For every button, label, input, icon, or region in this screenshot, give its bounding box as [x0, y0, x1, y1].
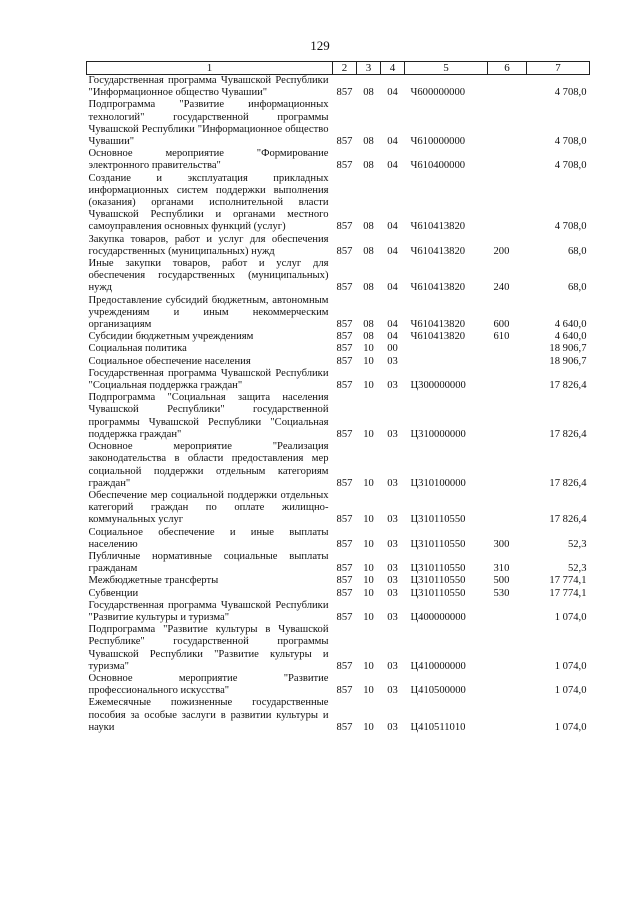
row-name: Государственная программа Чувашской Республики "Социальная поддержка граждан" — [88, 367, 329, 392]
table-row — [87, 392, 590, 441]
row-expense-type: 310 — [493, 563, 510, 575]
row-name: Межбюджетные трансферты — [88, 575, 219, 587]
row-amount: 17 774,1 — [549, 575, 587, 587]
row-amount: 1 074,0 — [527, 697, 590, 734]
row-target-article: Ц310110550 — [410, 563, 466, 575]
row-expense-type — [488, 75, 527, 100]
row-name: Подпрограмма "Развитие информационных технологий" государственной программы Чувашской Республики "Информационное общество Чувашии" — [88, 99, 329, 148]
row-expense-type — [488, 490, 527, 527]
row-name: Предоставление субсидий бюджетным, автономным учреждениям и иным некоммерческим организациям — [88, 294, 329, 331]
page-number: 129 — [310, 38, 330, 53]
row-amount: 17 826,4 — [549, 514, 587, 526]
row-section-code: 10 — [363, 355, 374, 367]
row-section-code: 10 — [363, 538, 374, 550]
row-name: Социальное обеспечение населения — [88, 355, 251, 367]
column-header: 6 — [488, 62, 527, 75]
row-subsection-code: 04 — [387, 136, 398, 148]
row-subsection-code: 03 — [387, 514, 398, 526]
row-ministry-code: 857 — [336, 87, 353, 99]
row-expense-type: 600 — [493, 319, 510, 331]
row-target-article: Ц310110550 — [410, 514, 466, 526]
row-name: Подпрограмма "Развитие культуры в Чувашской Республике" государственной программы Чувашской Республики "Развитие культуры и туризма" — [88, 624, 329, 672]
row-target-article: Ч610413820 — [410, 282, 466, 294]
row-expense-type — [488, 624, 527, 673]
row-subsection-code: 03 — [381, 697, 405, 734]
table-row — [87, 575, 590, 587]
row-ministry-code: 857 — [336, 685, 353, 697]
row-amount: 4 708,0 — [554, 160, 587, 172]
row-subsection-code: 03 — [387, 380, 398, 392]
row-section-code: 08 — [363, 245, 374, 257]
row-section-code: 10 — [357, 697, 381, 734]
budget-table — [86, 61, 590, 735]
row-target-article: Ч600000000 — [410, 87, 466, 99]
row-amount: 52,3 — [567, 563, 587, 575]
table-row — [87, 490, 590, 527]
row-amount: 4 708,0 — [554, 221, 587, 233]
row-name: Подпрограмма "Социальная защита населения Чувашской Республики" государственной программы Чувашской Республики "Социальная поддержка граждан" — [88, 392, 329, 440]
row-section-code: 10 — [363, 611, 374, 623]
row-amount: 17 774,1 — [549, 587, 587, 599]
row-section-code: 10 — [363, 685, 374, 697]
row-section-code: 10 — [363, 343, 374, 355]
row-expense-type — [488, 368, 527, 392]
row-ministry-code: 857 — [336, 514, 353, 526]
table-row — [87, 148, 590, 172]
row-amount: 52,3 — [567, 538, 587, 550]
row-expense-type: 240 — [493, 282, 510, 294]
row-subsection-code: 04 — [387, 331, 398, 343]
row-name: Государственная программа Чувашской Республики "Информационное общество Чувашии" — [88, 75, 329, 99]
row-section-code: 10 — [363, 477, 374, 489]
row-name: Иные закупки товаров, работ и услуг для обеспечения государственных (муниципальных) нужд — [88, 258, 329, 294]
table-row — [87, 673, 590, 697]
row-amount: 1 074,0 — [554, 660, 587, 672]
row-name: Обеспечение мер социальной поддержки отдельных категорий граждан по оплате жилищно-коммунальных услуг — [88, 489, 329, 526]
row-target-article: Ч610413820 — [410, 319, 466, 331]
row-section-code: 10 — [363, 563, 374, 575]
row-section-code: 08 — [363, 331, 374, 343]
row-target-article: Ц410511010 — [405, 697, 488, 734]
row-subsection-code: 03 — [387, 587, 398, 599]
row-subsection-code: 04 — [387, 221, 398, 233]
row-section-code: 10 — [363, 380, 374, 392]
row-amount: 68,0 — [567, 245, 587, 257]
row-amount: 18 906,7 — [549, 343, 587, 355]
row-subsection-code: 04 — [387, 245, 398, 257]
row-ministry-code: 857 — [336, 428, 353, 440]
row-subsection-code: 03 — [387, 428, 398, 440]
row-target-article: Ц310100000 — [410, 477, 466, 489]
table-row — [87, 624, 590, 673]
row-target-article: Ч610000000 — [410, 136, 466, 148]
row-expense-type: 200 — [493, 245, 510, 257]
row-ministry-code: 857 — [336, 331, 353, 343]
row-target-article: Ц300000000 — [410, 380, 466, 392]
row-name: Публичные нормативные социальные выплаты гражданам — [88, 550, 329, 575]
row-subsection-code: 03 — [387, 575, 398, 587]
row-amount: 4 708,0 — [554, 136, 587, 148]
row-subsection-code: 03 — [387, 355, 398, 367]
row-target-article: Ц410000000 — [410, 660, 466, 672]
row-section-code: 08 — [363, 160, 374, 172]
row-name: Социальное обеспечение и иные выплаты населению — [88, 526, 329, 550]
row-expense-type — [488, 343, 527, 355]
row-ministry-code: 857 — [336, 136, 353, 148]
row-section-code: 08 — [363, 87, 374, 99]
row-amount: 4 640,0 — [554, 319, 587, 331]
row-amount: 68,0 — [567, 282, 587, 294]
row-ministry-code: 857 — [336, 587, 353, 599]
row-amount: 17 826,4 — [549, 477, 587, 489]
row-name: Закупка товаров, работ и услуг для обеспечения государственных (муниципальных) нужд — [88, 233, 329, 257]
row-ministry-code: 857 — [336, 538, 353, 550]
row-subsection-code: 03 — [387, 611, 398, 623]
row-amount: 1 074,0 — [554, 685, 587, 697]
row-section-code: 08 — [363, 221, 374, 233]
row-section-code: 10 — [363, 575, 374, 587]
column-header: 7 — [527, 62, 590, 75]
row-subsection-code: 04 — [387, 160, 398, 172]
table-row — [87, 75, 590, 100]
row-target-article: Ц310000000 — [410, 428, 466, 440]
table-row — [87, 527, 590, 551]
row-expense-type: 500 — [493, 575, 510, 587]
row-expense-type — [488, 600, 527, 624]
row-subsection-code: 04 — [387, 319, 398, 331]
row-ministry-code: 857 — [336, 245, 353, 257]
row-subsection-code: 03 — [387, 563, 398, 575]
row-target-article — [405, 343, 488, 355]
row-ministry-code: 857 — [336, 343, 353, 355]
row-name: Субвенции — [88, 587, 139, 599]
row-ministry-code: 857 — [336, 355, 353, 367]
table-row — [87, 600, 590, 624]
row-target-article: Ц410500000 — [410, 685, 466, 697]
row-section-code: 10 — [363, 514, 374, 526]
table-row — [87, 343, 590, 355]
row-target-article: Ч610413820 — [410, 331, 466, 343]
row-amount: 17 826,4 — [549, 380, 587, 392]
column-header: 3 — [357, 62, 381, 75]
row-section-code: 10 — [363, 587, 374, 599]
row-subsection-code: 04 — [387, 282, 398, 294]
row-target-article: Ч610413820 — [410, 221, 466, 233]
row-amount: 17 826,4 — [549, 428, 587, 440]
row-ministry-code: 857 — [336, 575, 353, 587]
row-name: Субсидии бюджетным учреждениям — [88, 331, 254, 343]
row-target-article: Ц310110550 — [410, 538, 466, 550]
row-expense-type — [488, 148, 527, 172]
table-row — [87, 234, 590, 258]
row-subsection-code: 03 — [387, 538, 398, 550]
row-ministry-code: 857 — [333, 697, 357, 734]
row-ministry-code: 857 — [336, 319, 353, 331]
row-name: Основное мероприятие "Реализация законодательства в области предоставления мер социальной поддержки отдельным категориям граждан" — [88, 441, 329, 489]
row-subsection-code: 04 — [387, 87, 398, 99]
row-name: Социальная политика — [88, 343, 187, 355]
row-amount: 4 640,0 — [554, 331, 587, 343]
row-target-article: Ц310110550 — [410, 575, 466, 587]
table-header-row — [87, 62, 590, 75]
row-subsection-code: 00 — [387, 343, 398, 355]
table-row — [87, 697, 590, 734]
row-subsection-code: 03 — [387, 477, 398, 489]
table-row — [87, 173, 590, 234]
row-expense-type — [488, 99, 527, 148]
row-ministry-code: 857 — [336, 380, 353, 392]
row-ministry-code: 857 — [336, 563, 353, 575]
row-ministry-code: 857 — [336, 611, 353, 623]
row-ministry-code: 857 — [336, 221, 353, 233]
row-section-code: 10 — [363, 428, 374, 440]
row-ministry-code: 857 — [336, 282, 353, 294]
column-header: 4 — [381, 62, 405, 75]
column-header: 5 — [405, 62, 488, 75]
row-ministry-code: 857 — [336, 660, 353, 672]
row-target-article: Ч610413820 — [410, 245, 466, 257]
row-name: Государственная программа Чувашской Республики "Развитие культуры и туризма" — [88, 599, 329, 623]
row-section-code: 10 — [363, 660, 374, 672]
row-amount: 4 708,0 — [554, 87, 587, 99]
row-expense-type: 610 — [493, 331, 510, 343]
row-subsection-code: 03 — [387, 685, 398, 697]
column-header: 1 — [87, 62, 333, 75]
row-target-article: Ц400000000 — [410, 611, 466, 623]
row-name: Создание и эксплуатация прикладных информационных систем поддержки выполнения (оказания) органами исполнительной власти Чувашской Республики и органами местного самоуправления основных функций (услуг) — [88, 172, 329, 233]
row-expense-type — [488, 441, 527, 490]
table-row — [87, 99, 590, 148]
row-target-article — [405, 356, 488, 368]
row-subsection-code: 03 — [387, 660, 398, 672]
row-section-code: 08 — [363, 282, 374, 294]
table-row — [87, 441, 590, 490]
row-section-code: 08 — [363, 136, 374, 148]
row-expense-type — [488, 392, 527, 441]
row-expense-type: 300 — [493, 538, 510, 550]
row-name: Основное мероприятие "Формирование электронного правительства" — [88, 148, 329, 172]
row-expense-type — [488, 697, 527, 734]
row-target-article: Ц310110550 — [410, 587, 466, 599]
row-section-code: 08 — [363, 319, 374, 331]
table-row — [87, 551, 590, 575]
row-name: Основное мероприятие "Развитие профессионального искусства" — [88, 672, 329, 697]
table-row — [87, 368, 590, 392]
table-row — [87, 356, 590, 368]
row-expense-type: 530 — [493, 587, 510, 599]
table-row — [87, 258, 590, 295]
row-expense-type — [488, 356, 527, 368]
row-expense-type — [488, 173, 527, 234]
row-target-article: Ч610400000 — [410, 160, 466, 172]
column-header: 2 — [333, 62, 357, 75]
row-ministry-code: 857 — [336, 160, 353, 172]
row-expense-type — [488, 673, 527, 697]
table-row — [87, 331, 590, 343]
row-name: Ежемесячные пожизненные государственные пособия за особые заслуги в развитии культуры и науки — [87, 697, 333, 734]
row-amount: 1 074,0 — [554, 611, 587, 623]
table-row — [87, 588, 590, 600]
row-amount: 18 906,7 — [549, 355, 587, 367]
table-row — [87, 295, 590, 332]
row-ministry-code: 857 — [336, 477, 353, 489]
